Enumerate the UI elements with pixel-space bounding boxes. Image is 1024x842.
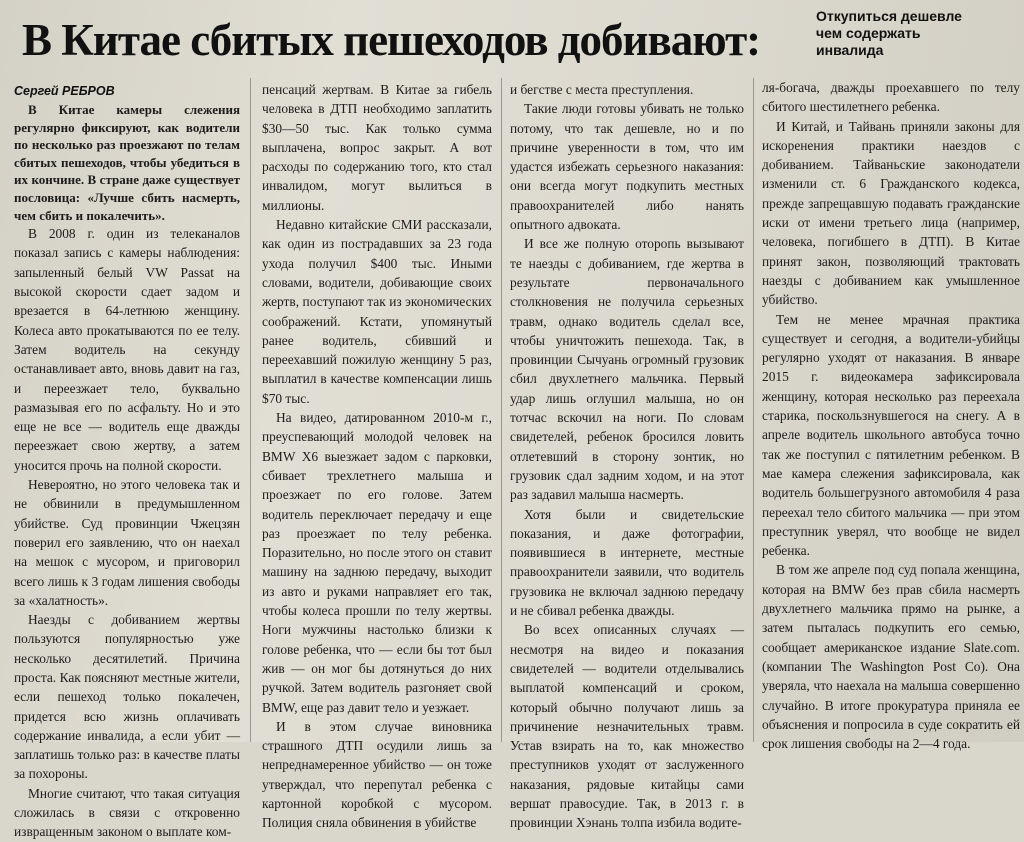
paragraph: И Китай, и Тайвань приняли законы для искоренения практики наездов с добиванием. Тайваньские законодатели изменили ст. 6 Гражданского кодекса, прежде запрещавшую подавать гражданские иски от имени третьего лица (например, человека, погибшего в ДТП). В Китае принят закон, позволяющий трактовать наезды с добиванием как умышленное убийство. bbox=[762, 118, 1020, 308]
paragraph: Хотя были и свидетельские показания, и даже фотографии, появившиеся в интернете, местные правоохранители заявили, что водитель грузовика не включал заднюю передачу и не сбивал ребенка дважды. bbox=[510, 506, 744, 619]
author-byline: Сергей РЕБРОВ bbox=[14, 84, 115, 98]
paragraph: пенсаций жертвам. В Китае за гибель человека в ДТП необходимо заплатить $30—50 тыс. Как только сумма выплачена, вопрос закрыт. А вот расходы по содержанию того, кто стал инвалидом, могут вылиться в миллионы. bbox=[262, 82, 492, 213]
subheadline-line-1: Откупиться дешевле bbox=[816, 8, 962, 24]
article-column-2 bbox=[262, 80, 492, 831]
paragraph: В 2008 г. один из телеканалов показал запись с камеры наблюдения: запыленный белый VW Passat на высокой скорости сдает задом и врезается в 64-летнюю женщину. Колеса авто прокатываются по ее телу. Затем водитель на секунду останавливает авто, вновь давит на газ, и переезжает тело, буквально размазывая его по асфальту. Но и это еще не все — водитель еще дважды переезжает свою жертву, а затем уносится прочь на полной скорости. bbox=[14, 226, 240, 473]
paragraph: В том же апреле под суд попала женщина, которая на BMW без прав сбила насмерть двухлетнего мальчика прямо на рынке, а затем пыталась подкупить его семью, сообщает американское издание Slate.com. (компании The Washington Post Co). Она уверяла, что наехала на малыша совершенно случайно. В итоге прокуратура приняла ее объяснения и попросила в суде сократить ей срок лишения свободы на 2—4 года. bbox=[762, 562, 1020, 752]
subheadline-line-3: инвалида bbox=[816, 42, 884, 58]
paragraph: На видео, датированном 2010-м г., преуспевающий молодой человек на BMW X6 выезжает задом с парковки, сбивает трехлетнего малыша и проезжает по его голове. Затем водитель переключает передачу и еще раз проезжает по телу ребенка. Поразительно, но после этого он ставит машину на заднюю передачу, выходит из авто и руками направляет его так, чтобы колеса прошли по телу жертвы. Ноги мужчины настолько близки к голове ребенка, что — если бы тот был жив — он мог бы дотянуться до них ручкой. Затем водитель разгоняет свой BMW, еще раз давит тело и уезжает. bbox=[262, 410, 492, 715]
paragraph: Во всех описанных случаях — несмотря на видео и показания свидетелей — водители отделывались выплатой компенсаций и сроком, который обычно получают лишь за причинение незначительных травм. Устав взирать на то, как множество преступников уходят от заслуженного наказания, рядовые китайцы сами вершат правосудие. Так, в 2013 г. в провинции Хэнань толпа избила водите- bbox=[510, 622, 744, 831]
paragraph: Многие считают, что такая ситуация сложилась в связи с откровенно извращенным законом о выплате ком- bbox=[14, 785, 240, 840]
paragraph: Тем не менее мрачная практика существует и сегодня, а водители-убийцы регулярно уходят от наказания. В январе 2015 г. видеокамера зафиксировала женщину, которая несколько раз переехала старика, поскользнувшегося на снегу. А в апреле водитель школьного автобуса точно так же поступил с пятилетним ребенком. В мае камера слежения зафиксировала, как водитель большегрузного автомобиля 4 раза переехал тело сбитого мальчика — при этом преступник уверял, что вообще не видел ребенка. bbox=[762, 311, 1020, 559]
article-column-3 bbox=[510, 80, 744, 831]
paragraph: Такие люди готовы убивать не только потому, что так дешевле, но и по причине уверенности в том, что им удастся избежать серьезного наказания: они всегда могут подкупить местных правоохранителей либо нанять опытного адвоката. bbox=[510, 101, 744, 233]
paragraph: И в этом случае виновника страшного ДТП осудили лишь за непреднамеренное убийство — он тоже утверждал, что перепутал ребенка с картонной коробкой с мусором. Полиция сняла обвинения в убийстве bbox=[262, 718, 492, 831]
paragraph: Невероятно, но этого человека так и не обвинили в предумышленном убийстве. Суд провинции Чжецзян поверил его заявлению, что он наехал на мешок с мусором, и приговорил всего лишь к 3 годам лишения свободы за «халатность». bbox=[14, 477, 240, 608]
headline: В Китае сбитых пешеходов добивают: bbox=[22, 15, 761, 65]
column-divider bbox=[250, 78, 251, 742]
paragraph: Недавно китайские СМИ рассказали, как один из пострадавших за 23 года ухода получил $400 тыс. Иными словами, водители, добивающие своих жертв, поступают так из экономических соображений. Кстати, упомянутый ранее водитель, сбивший и переехавший пожилую женщину 5 раз, выплатил в качестве компенсации лишь $70 тыс. bbox=[262, 217, 492, 406]
article-column-1 bbox=[14, 82, 240, 840]
column-divider bbox=[501, 78, 502, 742]
paragraph: И все же полную оторопь вызывают те наезды с добиванием, где жертва в результате первоначального столкновения не получила серьезных травм, однако водитель сделал все, чтобы уничтожить пешехода. Так, в провинции Сычуань огромный грузовик сбил двухлетнего мальчика. Первый удар лишь оглушил малыша, но он тотчас вскочил на ноги. По словам свидетелей, ребенок бросился ловить отлетевший в сторону зонтик, но грузовик сдал задним ходом, и на этот раз задавил малыша насмерть. bbox=[510, 236, 744, 503]
lead-paragraph bbox=[14, 101, 240, 224]
paragraph: Наезды с добиванием жертвы пользуются популярностью уже несколько десятилетий. Причина проста. Как поясняют местные жители, если пешеход только покалечен, придется всю жизнь оплачивать содержание инвалида, а если убит — заплатишь только раз: в качестве платы за похороны. bbox=[14, 612, 240, 782]
subheadline-line-2: чем содержать bbox=[816, 25, 921, 41]
paragraph: ля-богача, дважды проехавшего по телу сбитого шестилетнего ребенка. bbox=[762, 80, 1020, 115]
lead-text: В Китае камеры слежения регулярно фиксируют, как водители по несколько раз проезжают по телам сбитых пешеходов, чтобы убедиться в их кончине. В стране даже существует пословица: «Лучше сбить насмерть, чем сбить и покалечить». bbox=[14, 102, 240, 223]
article-column-4 bbox=[762, 78, 1020, 752]
subheadline bbox=[816, 8, 1016, 59]
column-divider bbox=[753, 78, 754, 742]
paragraph: и бегстве с места преступления. bbox=[510, 82, 694, 97]
